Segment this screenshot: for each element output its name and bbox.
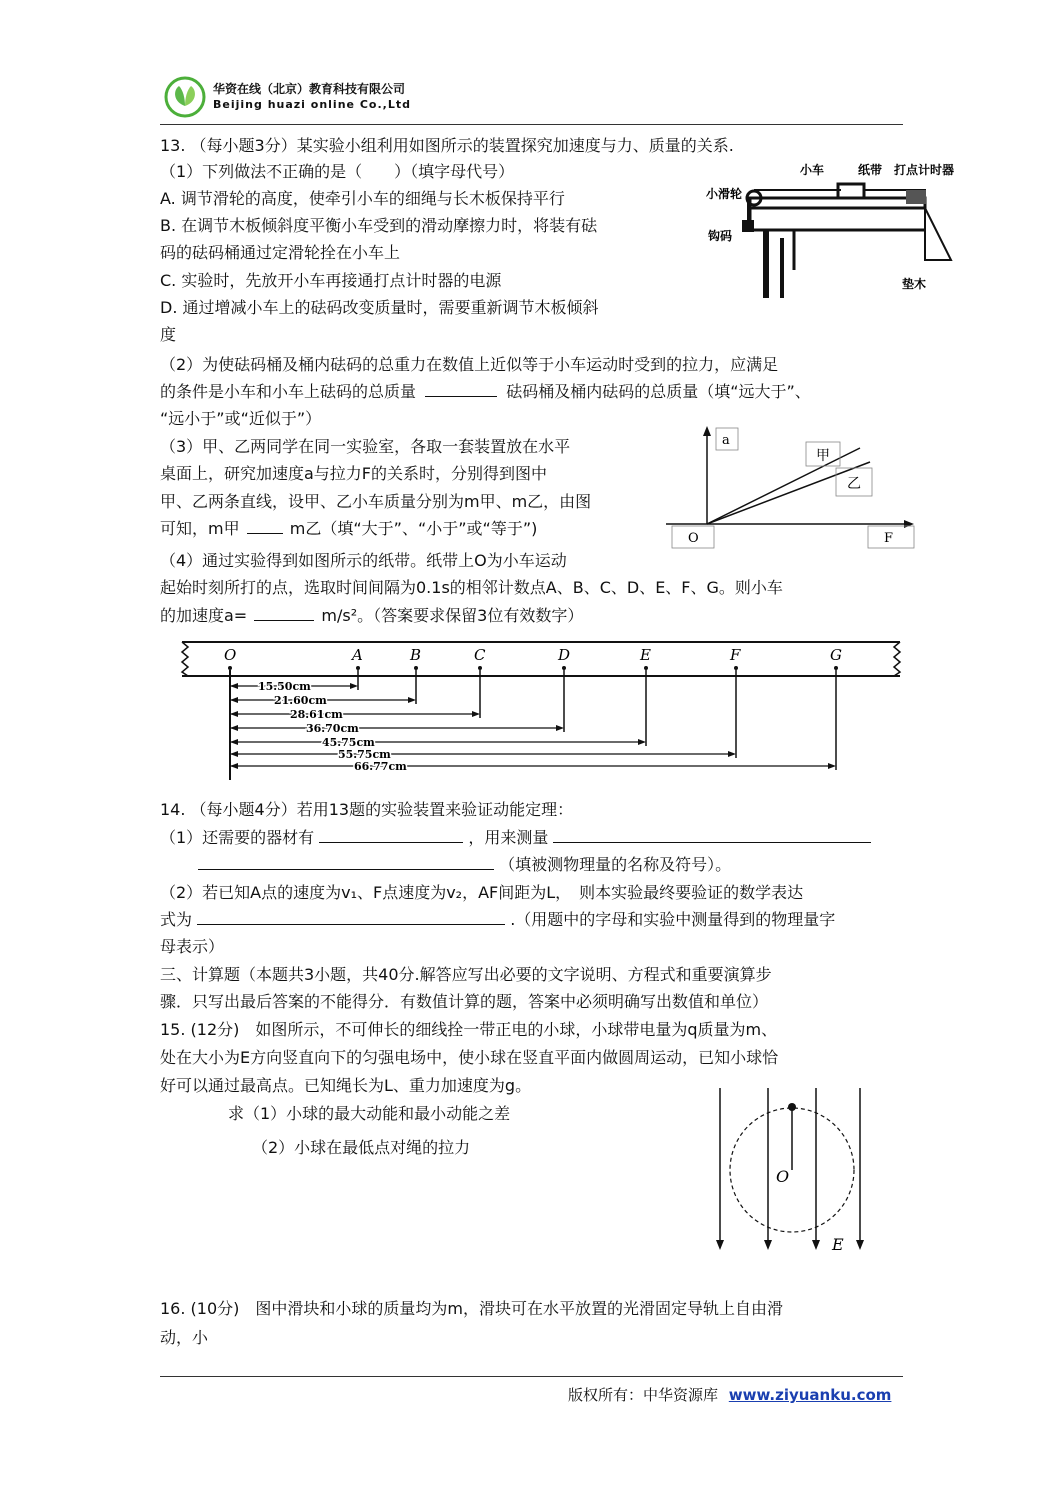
ball — [788, 1103, 796, 1111]
q14-part2-line3: 母表示） — [160, 937, 225, 956]
tape-dim-arrow-start-B — [230, 697, 238, 703]
tape-dim-arrow-G — [828, 763, 836, 769]
tape-dim-arrow-E — [638, 739, 646, 745]
q13-part3-line4 — [160, 516, 537, 542]
tape-dot-C — [478, 666, 482, 670]
q13-part4-text-a: 的加速度a= — [160, 606, 248, 625]
q14-part2-text-a: 式为 — [160, 910, 193, 929]
section3-line2: 骤．只写出最后答案的不能得分．有数值计算的题，答案中必须明确写出数值和单位） — [160, 992, 769, 1011]
a-f-graph — [664, 424, 918, 550]
q13-part3-text-b: m乙（填“大于”、“小于”或“等于”) — [289, 519, 538, 538]
paper-tape-figure — [172, 638, 912, 784]
q14-part1-text-c: （填被测物理量的名称及符号）。 — [499, 855, 732, 874]
tape-dim-arrow-A — [350, 683, 358, 689]
label-block: 垫木 — [902, 277, 927, 291]
tape-point-label-B: B — [410, 646, 422, 664]
tape-point-label-D: D — [558, 646, 571, 664]
tape-point-label-O: O — [224, 646, 237, 664]
tape-dot-G — [834, 666, 838, 670]
field-lines — [716, 1088, 864, 1250]
footer — [568, 1384, 891, 1405]
q13-option-b-line2: 码的砝码桶通过定滑轮拴在小车上 — [160, 243, 401, 262]
section3-line1: 三、计算题（本题共3小题，共40分.解答应写出必要的文字说明、方程式和重要演算步 — [160, 965, 772, 984]
footer-copyright: 版权所有：中华资源库 — [568, 1386, 719, 1404]
q13-option-a: A. 调节滑轮的高度，使牵引小车的细绳与长木板保持平行 — [160, 189, 565, 208]
label-cart: 小车 — [800, 163, 825, 177]
tape-dim-arrow-start-D — [230, 725, 238, 731]
graph-line2-label: 乙 — [847, 476, 861, 492]
tape-dot-F — [734, 666, 738, 670]
tape-point-label-C: C — [474, 646, 486, 664]
q14-part1-line2 — [160, 852, 731, 878]
tape-dot-B — [414, 666, 418, 670]
tape-dot-A — [356, 666, 360, 670]
tape-distance-label-E: 45.75cm — [322, 736, 375, 749]
q13-part2-line1: （2）为使砝码桶及桶内砝码的总重力在数值上近似等于小车运动时受到的拉力，应满足 — [160, 355, 779, 374]
tape-distance-label-A: 15.50cm — [258, 680, 311, 693]
tape-dim-arrow-C — [472, 711, 480, 717]
q13-part3-line1: （3）甲、乙两同学在同一实验室，各取一套装置放在水平 — [160, 437, 571, 456]
q15-sub2: （2）小球在最低点对绳的拉力 — [252, 1138, 471, 1157]
q15-line3: 好可以通过最高点。已知绳长为L、重力加速度为g。 — [160, 1076, 532, 1095]
company-name-cn: 华资在线（北京）教育科技有限公司 — [213, 82, 406, 96]
q13-part2-text-a: 的条件是小车和小车上砝码的总质量 — [160, 382, 417, 401]
q14-part1-text-b: ，用来测量 — [468, 828, 549, 847]
tape-dim-arrow-start-F — [230, 751, 238, 757]
q14-part1-text-a: （1）还需要的器材有 — [160, 828, 315, 847]
q13-part4-text-b: m/s²。（答案要求保留3位有效数字） — [321, 606, 584, 625]
tape-distance-label-C: 28.61cm — [290, 708, 343, 721]
label-tape: 纸带 — [858, 163, 883, 177]
q13-option-d-line2: 度 — [160, 325, 177, 344]
q13-part4-blank[interactable] — [254, 604, 314, 621]
label-bucket: 钩码 — [708, 229, 733, 243]
tape-point-label-G: G — [830, 646, 842, 664]
q14-title: 14. （每小题4分）若用13题的实验装置来验证动能定理： — [160, 800, 574, 819]
tape-dot-E — [644, 666, 648, 670]
q13-part3-line2: 桌面上，研究加速度a与拉力F的关系时，分别得到图中 — [160, 464, 548, 483]
q13-title: 13. （每小题3分）某实验小组利用如图所示的装置探究加速度与力、质量的关系. — [160, 136, 734, 155]
q14-part1-line1 — [160, 825, 871, 851]
footer-url-link[interactable]: www.ziyuanku.com — [728, 1386, 892, 1404]
q14-part2-text-b: .（用题中的字母和实验中测量得到的物理量字 — [510, 910, 836, 929]
q13-part2-text-b: 砝码桶及桶内砝码的总质量（填“远大于”、 — [506, 382, 811, 401]
q15-line2: 处在大小为E方向竖直向下的匀强电场中，使小球在竖直平面内做圆周运动，已知小球恰 — [160, 1048, 779, 1067]
tape-dim-arrow-start-G — [230, 763, 238, 769]
field-label: E — [832, 1235, 844, 1254]
q14-expression-blank[interactable] — [197, 908, 505, 925]
tape-dim-arrow-start-A — [230, 683, 238, 689]
q14-part2-line1: （2）若已知A点的速度为v₁、F点速度为v₂，AF间距为L， 则本实验最终要验证的数学表达 — [160, 883, 804, 902]
q13-part2-blank[interactable] — [425, 380, 497, 397]
tape-distance-label-D: 36.70cm — [306, 722, 359, 735]
tape-distance-label-B: 21.60cm — [274, 694, 327, 707]
tape-dim-arrow-start-C — [230, 711, 238, 717]
q13-part1: （1）下列做法不正确的是（ ）（填字母代号） — [160, 162, 515, 181]
graph-y-label: a — [722, 433, 730, 448]
q13-option-c: C. 实验时，先放开小车再接通打点计时器的电源 — [160, 271, 502, 290]
q13-part2-line2 — [160, 379, 811, 405]
q13-part4-line3 — [160, 603, 583, 629]
q14-part2-line2 — [160, 907, 835, 933]
graph-line1-label: 甲 — [816, 448, 830, 464]
tape-point-label-A: A — [352, 646, 363, 664]
q13-part3-text-a: 可知，m甲 — [160, 519, 240, 538]
tape-dot-O — [228, 666, 232, 670]
q16-line2: 动，小 — [160, 1328, 209, 1347]
tape-dim-arrow-D — [556, 725, 564, 731]
label-timer: 打点计时器 — [894, 163, 955, 177]
q13-part4-line1: （4）通过实验得到如图所示的纸带。纸带上O为小车运动 — [160, 551, 567, 570]
company-logo — [163, 76, 207, 118]
graph-x-label: F — [884, 531, 894, 546]
tape-point-label-E: E — [640, 646, 651, 664]
q13-part4-line2: 起始时刻所打的点，选取时间间隔为0.1s的相邻计数点A、B、C、D、E、F、G。则小车 — [160, 578, 783, 597]
q13-option-d-line1: D. 通过增减小车上的砝码改变质量时，需要重新调节木板倾斜 — [160, 298, 599, 317]
q15-line1: 15. (12分) 如图所示，不可伸长的细线拴一带正电的小球，小球带电量为q质量为m、 — [160, 1020, 778, 1039]
tape-dim-arrow-F — [728, 751, 736, 757]
q14-measure-blank[interactable] — [553, 826, 871, 843]
tape-point-label-F: F — [730, 646, 741, 664]
tape-dim-arrow-start-E — [230, 739, 238, 745]
label-pulley: 小滑轮 — [706, 187, 743, 201]
graph-origin-label: O — [688, 531, 699, 546]
header-divider — [160, 124, 903, 125]
tape-distance-label-F: 55.75cm — [338, 748, 391, 761]
q14-equipment-blank[interactable] — [319, 826, 463, 843]
tape-dot-D — [562, 666, 566, 670]
q13-option-b-line1: B. 在调节木板倾斜度平衡小车受到的滑动摩擦力时，将装有砝 — [160, 216, 598, 235]
footer-divider — [160, 1376, 903, 1377]
q15-sub1: 求（1）小球的最大动能和最小动能之差 — [228, 1104, 511, 1123]
tape-distance-label-G: 66.77cm — [354, 760, 407, 773]
electric-field-figure — [708, 1086, 868, 1256]
apparatus-figure — [706, 160, 968, 300]
q13-part3-line3: 甲、乙两条直线，设甲、乙小车质量分别为m甲、m乙，由图 — [160, 492, 592, 511]
q16-line1: 16. (10分) 图中滑块和小球的质量均为m，滑块可在水平放置的光滑固定导轨上自由滑 — [160, 1299, 783, 1318]
q13-part3-blank[interactable] — [247, 517, 283, 534]
q14-quantity-blank[interactable] — [198, 853, 494, 870]
center-label: O — [776, 1167, 790, 1186]
q13-part2-line3: “远小于”或“近似于”） — [160, 409, 322, 428]
company-name-en: Beijing huazi online Co.,Ltd — [213, 98, 411, 111]
tape-dim-arrow-B — [408, 697, 416, 703]
